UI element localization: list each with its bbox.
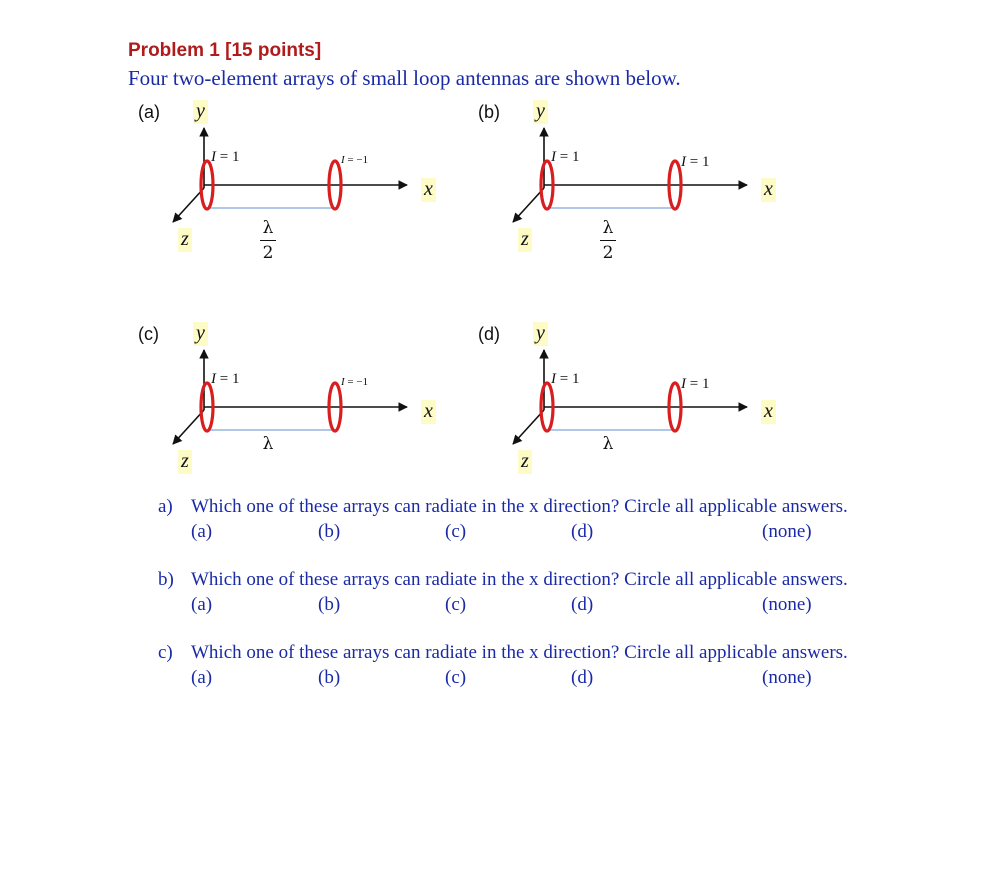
question-letter: b): [158, 569, 174, 590]
choice-none[interactable]: (none): [762, 667, 812, 688]
spacing-numerator: λ: [602, 218, 614, 238]
x-axis-label: x: [761, 178, 776, 202]
question-text: Which one of these arrays can radiate in the x direction? Circle all applicable answers.: [191, 642, 848, 663]
choice-a[interactable]: (a): [191, 594, 213, 615]
problem-title: Problem 1 [15 points]: [128, 40, 322, 61]
choice-b[interactable]: (b): [318, 594, 341, 615]
current-label-right: I = 1: [681, 154, 710, 170]
questions-list: [158, 496, 938, 715]
choice-none[interactable]: (none): [762, 521, 812, 542]
problem-intro: Four two-element arrays of small loop antennas are shown below.: [128, 66, 681, 90]
question-c: [158, 642, 938, 715]
question-text: Which one of these arrays can radiate in the x direction? Circle all applicable answers.: [191, 569, 848, 590]
panel-label: (b): [478, 102, 500, 122]
array-diagram-d: [465, 320, 795, 510]
question-letter: a): [158, 496, 173, 517]
x-axis-label: x: [421, 400, 436, 424]
current-label-left: I = 1: [211, 371, 240, 387]
array-diagram-b: [465, 98, 795, 288]
choice-d[interactable]: (d): [571, 667, 594, 688]
axes-svg: [125, 98, 455, 288]
panel-label: (d): [478, 324, 500, 344]
spacing-numerator: λ: [262, 434, 274, 454]
fraction-bar: [260, 240, 276, 241]
question-a: [158, 496, 938, 569]
choice-c[interactable]: (c): [445, 594, 467, 615]
z-axis: [513, 188, 544, 222]
axes-svg: [125, 320, 455, 510]
choice-b[interactable]: (b): [318, 521, 341, 542]
current-label-right: I = −1: [341, 376, 369, 388]
z-axis-label: z: [178, 228, 192, 252]
x-axis-label: x: [421, 178, 436, 202]
z-axis-label: z: [518, 228, 532, 252]
z-axis: [513, 410, 544, 444]
spacing-denominator: 2: [262, 243, 274, 263]
z-axis-label: z: [518, 450, 532, 474]
choice-d[interactable]: (d): [571, 521, 594, 542]
question-text: Which one of these arrays can radiate in the x direction? Circle all applicable answers.: [191, 496, 848, 517]
y-axis-label: y: [193, 100, 208, 124]
y-axis-label: y: [533, 100, 548, 124]
question-b: [158, 569, 938, 642]
choice-d[interactable]: (d): [571, 594, 594, 615]
axes-svg: [465, 320, 795, 510]
question-letter: c): [158, 642, 173, 663]
axes-svg: [465, 98, 795, 288]
z-axis: [173, 188, 204, 222]
choice-a[interactable]: (a): [191, 667, 213, 688]
choice-none[interactable]: (none): [762, 594, 812, 615]
spacing-denominator: 2: [602, 243, 614, 263]
panel-label: (a): [138, 102, 160, 122]
choice-b[interactable]: (b): [318, 667, 341, 688]
y-axis-label: y: [193, 322, 208, 346]
panel-label: (c): [138, 324, 159, 344]
spacing-numerator: λ: [602, 434, 614, 454]
spacing-numerator: λ: [262, 218, 274, 238]
current-label-left: I = 1: [211, 149, 240, 165]
array-diagram-a: [125, 98, 455, 288]
z-axis-label: z: [178, 450, 192, 474]
current-label-left: I = 1: [551, 149, 580, 165]
y-axis-label: y: [533, 322, 548, 346]
current-label-left: I = 1: [551, 371, 580, 387]
current-label-right: I = −1: [341, 154, 369, 166]
choice-c[interactable]: (c): [445, 667, 467, 688]
choice-c[interactable]: (c): [445, 521, 467, 542]
x-axis-label: x: [761, 400, 776, 424]
array-diagram-c: [125, 320, 455, 510]
choice-a[interactable]: (a): [191, 521, 213, 542]
current-label-right: I = 1: [681, 376, 710, 392]
fraction-bar: [600, 240, 616, 241]
z-axis: [173, 410, 204, 444]
